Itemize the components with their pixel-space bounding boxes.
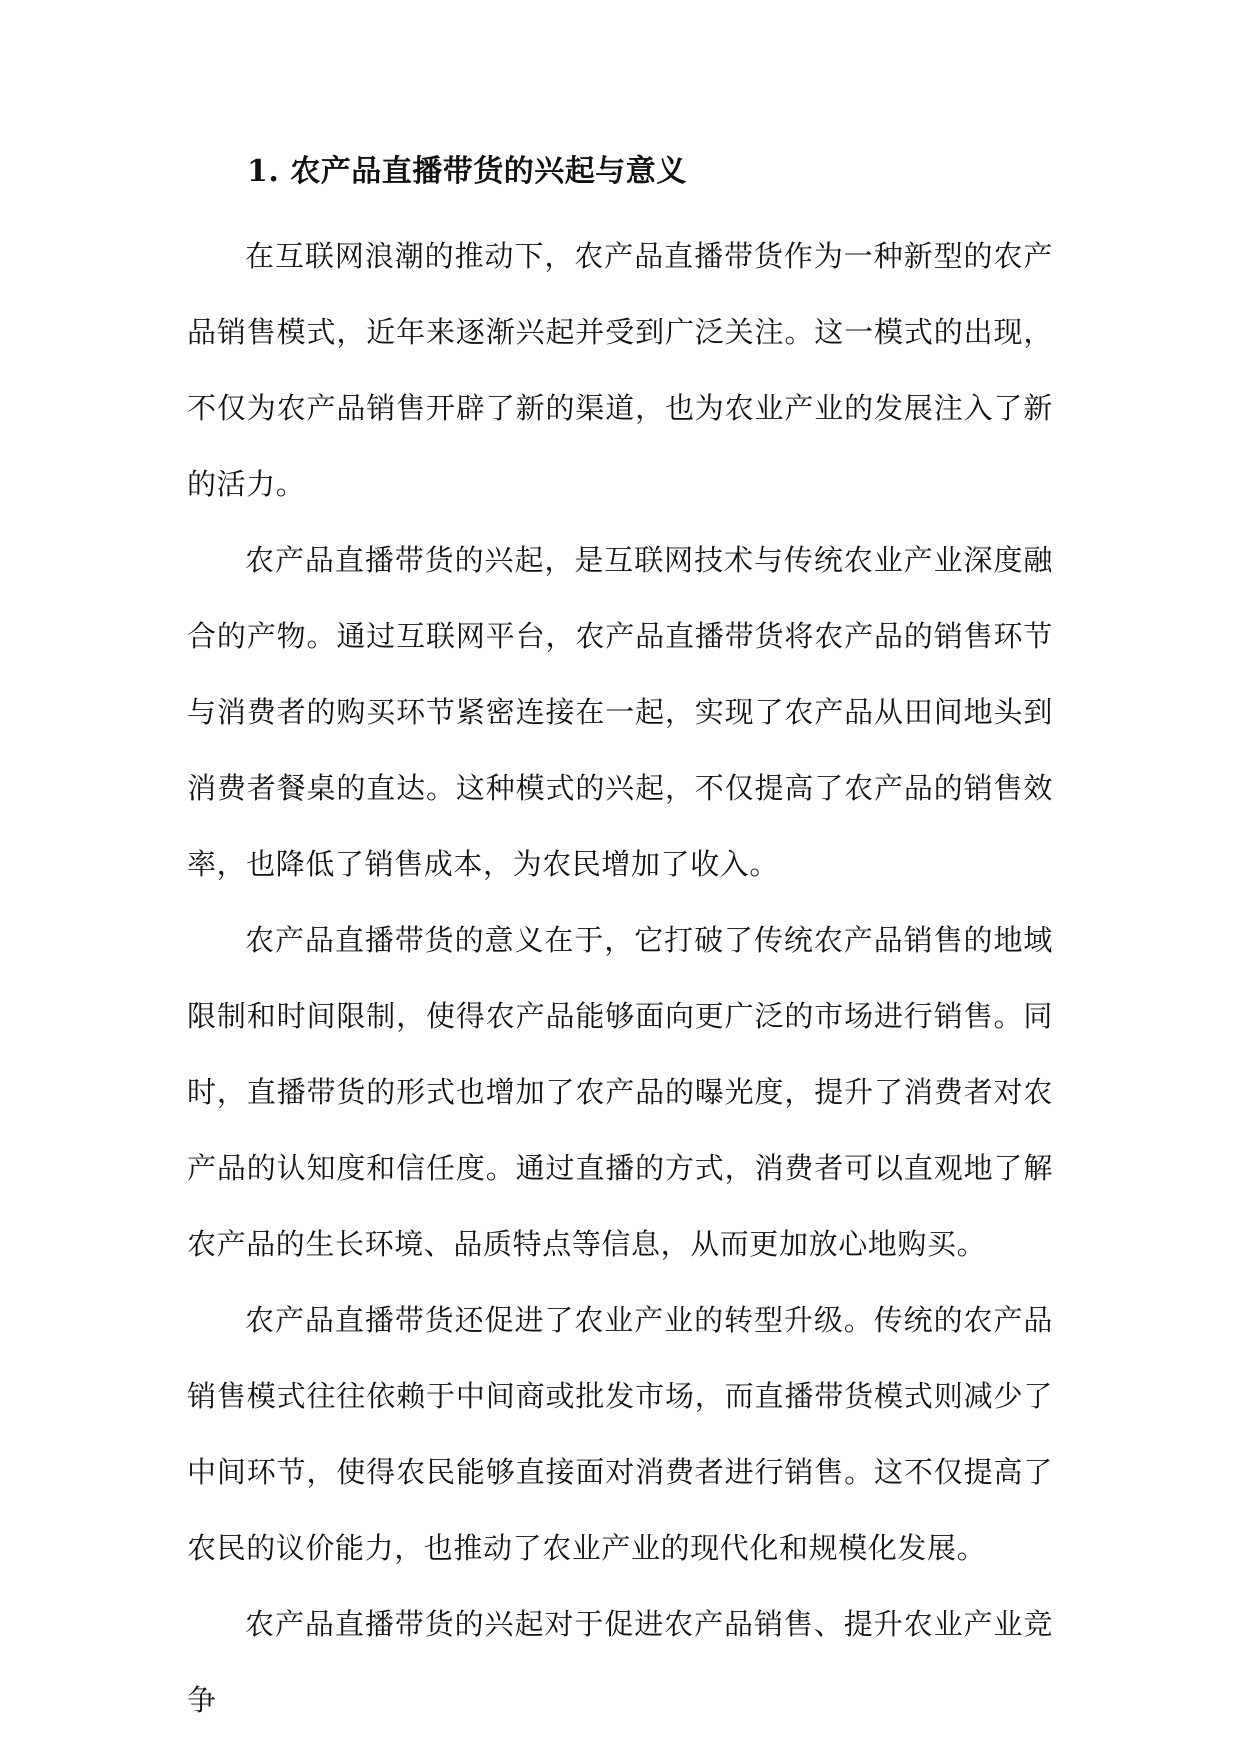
paragraph-4: 农产品直播带货还促进了农业产业的转型升级。传统的农产品销售模式往往依赖于中间商或批发市场，而直播带货模式则减少了中间环节，使得农民能够直接面对消费者进行销售。这不仅提高了农民的议价能力，也推动了农业产业的现代化和规模化发展。: [187, 1303, 1053, 1565]
paragraph-2: 农产品直播带货的兴起，是互联网技术与传统农业产业深度融合的产物。通过互联网平台，农产品直播带货将农产品的销售环节与消费者的购买环节紧密连接在一起，实现了农产品从田间地头到消费者餐桌的直达。这种模式的兴起，不仅提高了农产品的销售效率，也降低了销售成本，为农民增加了收入。: [187, 543, 1053, 881]
paragraph-3: 农产品直播带货的意义在于，它打破了传统农产品销售的地域限制和时间限制，使得农产品能够面向更广泛的市场进行销售。同时，直播带货的形式也增加了农产品的曝光度，提升了消费者对农产品的认知度和信任度。通过直播的方式，消费者可以直观地了解农产品的生长环境、品质特点等信息，从而更加放心地购买。: [187, 923, 1053, 1261]
paragraph-1: 在互联网浪潮的推动下，农产品直播带货作为一种新型的农产品销售模式，近年来逐渐兴起并受到广泛关注。这一模式的出现，不仅为农产品销售开辟了新的渠道，也为农业产业的发展注入了新的活力。: [187, 239, 1053, 501]
paragraph-5: 农产品直播带货的兴起对于促进农产品销售、提升农业产业竞争: [187, 1607, 1053, 1717]
document-body: [187, 150, 1053, 1738]
section-heading: 1. 农产品直播带货的兴起与意义: [247, 154, 687, 189]
